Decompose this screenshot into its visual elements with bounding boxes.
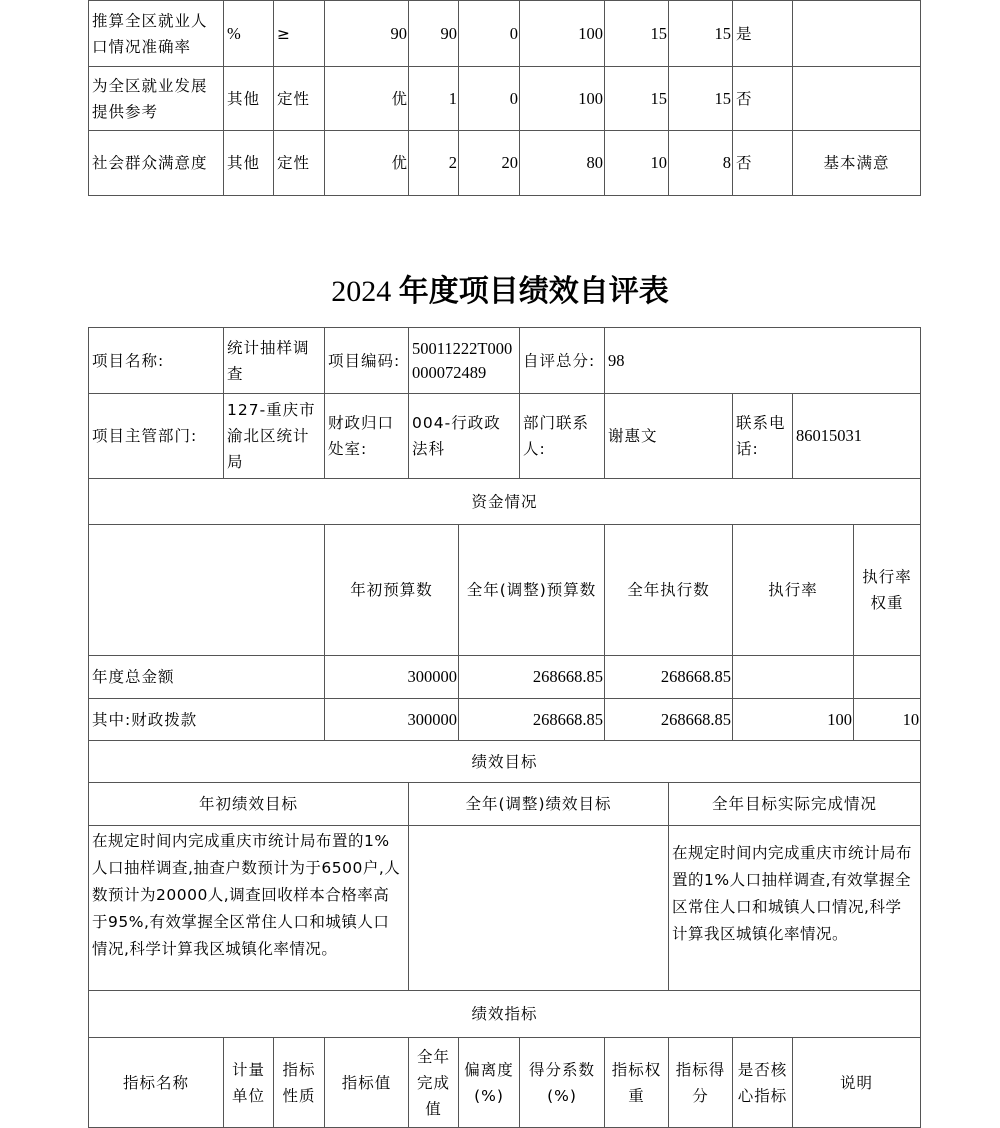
- indicator-header-coefficient: 得分系数(%): [520, 1038, 605, 1128]
- funding-section-title: 资金情况: [89, 479, 921, 525]
- title-text: 年度项目绩效自评表: [391, 275, 669, 308]
- funding-header-weight: 执行率权重: [854, 525, 921, 656]
- indicator-name: 为全区就业发展提供参考: [89, 67, 224, 131]
- indicator-header-note: 说明: [793, 1038, 921, 1128]
- indicator-score: 15: [669, 67, 733, 131]
- goals-header-actual: 全年目标实际完成情况: [669, 783, 921, 826]
- funding-row-label: 年度总金额: [89, 656, 325, 699]
- indicator-nature: 定性: [274, 67, 325, 131]
- funding-initial: 300000: [325, 699, 459, 741]
- goals-content-row: [89, 826, 921, 991]
- indicators-section-title: 绩效指标: [89, 991, 921, 1038]
- goals-actual-text: 在规定时间内完成重庆市统计局布置的1%人口抽样调查,有效掌握全区常住人口和城镇人口情况,科学计算我区城镇化率情况。: [669, 826, 921, 991]
- indicator-core: 否: [733, 131, 793, 196]
- indicator-header-weight: 指标权重: [605, 1038, 669, 1128]
- goals-header-adjusted: 全年(调整)绩效目标: [409, 783, 669, 826]
- indicator-deviation: 0: [459, 67, 520, 131]
- funding-row-fiscal: [89, 699, 921, 741]
- indicator-note: [793, 67, 921, 131]
- indicator-coefficient: 80: [520, 131, 605, 196]
- project-code: 50011222T000000072489: [409, 328, 520, 394]
- funding-adjusted: 268668.85: [459, 656, 605, 699]
- page-title: [0, 266, 1000, 310]
- indicator-target: 优: [325, 67, 409, 131]
- self-evaluation-table: [88, 327, 921, 1128]
- contact-person: 谢惠文: [605, 394, 733, 479]
- indicator-nature: ≥: [274, 1, 325, 67]
- funding-header-row: [89, 525, 921, 656]
- goals-header-row: [89, 783, 921, 826]
- funding-rate: 100: [733, 699, 854, 741]
- funding-header-blank: [89, 525, 325, 656]
- goals-header-initial: 年初绩效目标: [89, 783, 409, 826]
- department: 127-重庆市渝北区统计局: [224, 394, 325, 479]
- indicators-header-row: [89, 1038, 921, 1128]
- total-score: 98: [605, 328, 921, 394]
- info-row-project: [89, 328, 921, 394]
- funding-rate: [733, 656, 854, 699]
- funding-weight: [854, 656, 921, 699]
- indicator-header-name: 指标名称: [89, 1038, 224, 1128]
- indicator-actual: 2: [409, 131, 459, 196]
- indicator-unit: %: [224, 1, 274, 67]
- phone-label: 联系电话:: [733, 394, 793, 479]
- indicator-header-core: 是否核心指标: [733, 1038, 793, 1128]
- indicator-nature: 定性: [274, 131, 325, 196]
- table-row: [89, 1, 921, 67]
- funding-row-label: 其中:财政拨款: [89, 699, 325, 741]
- indicator-actual: 1: [409, 67, 459, 131]
- indicator-header-nature: 指标性质: [274, 1038, 325, 1128]
- goals-section-header: [89, 741, 921, 783]
- info-row-department: [89, 394, 921, 479]
- total-score-label: 自评总分:: [520, 328, 605, 394]
- funding-weight: 10: [854, 699, 921, 741]
- indicator-core: 否: [733, 67, 793, 131]
- table-row: [89, 131, 921, 196]
- indicator-name: 社会群众满意度: [89, 131, 224, 196]
- indicator-header-value: 指标值: [325, 1038, 409, 1128]
- goals-adjusted-text: [409, 826, 669, 991]
- phone-number: 86015031: [793, 394, 921, 479]
- goals-section-title: 绩效目标: [89, 741, 921, 783]
- project-code-label: 项目编码:: [325, 328, 409, 394]
- indicator-unit: 其他: [224, 131, 274, 196]
- prev-indicator-table: [88, 0, 921, 196]
- indicator-note: 基本满意: [793, 131, 921, 196]
- goals-initial-text: 在规定时间内完成重庆市统计局布置的1%人口抽样调查,抽查户数预计为于6500户,人数预计为20000人,调查回收样本合格率高于95%,有效掌握全区常住人口和城镇人口情况,科学计算我区城镇化率情况。: [89, 826, 409, 991]
- contact-label: 部门联系人:: [520, 394, 605, 479]
- indicator-unit: 其他: [224, 67, 274, 131]
- funding-header-rate: 执行率: [733, 525, 854, 656]
- indicator-deviation: 20: [459, 131, 520, 196]
- department-label: 项目主管部门:: [89, 394, 224, 479]
- indicator-header-score: 指标得分: [669, 1038, 733, 1128]
- indicator-weight: 15: [605, 1, 669, 67]
- indicator-weight: 15: [605, 67, 669, 131]
- indicator-header-actual: 全年完成值: [409, 1038, 459, 1128]
- title-year: 2024: [331, 275, 392, 308]
- funding-initial: 300000: [325, 656, 459, 699]
- indicator-score: 15: [669, 1, 733, 67]
- indicator-header-unit: 计量单位: [224, 1038, 274, 1128]
- table-row: [89, 67, 921, 131]
- funding-header-adjusted: 全年(调整)预算数: [459, 525, 605, 656]
- funding-executed: 268668.85: [605, 656, 733, 699]
- project-name-label: 项目名称:: [89, 328, 224, 394]
- indicator-target: 优: [325, 131, 409, 196]
- funding-row-total: [89, 656, 921, 699]
- funding-header-initial: 年初预算数: [325, 525, 459, 656]
- indicator-actual: 90: [409, 1, 459, 67]
- indicator-name: 推算全区就业人口情况准确率: [89, 1, 224, 67]
- project-name: 统计抽样调查: [224, 328, 325, 394]
- indicator-coefficient: 100: [520, 67, 605, 131]
- indicator-note: [793, 1, 921, 67]
- indicator-header-deviation: 偏离度(%): [459, 1038, 520, 1128]
- funding-executed: 268668.85: [605, 699, 733, 741]
- funding-section-header: [89, 479, 921, 525]
- indicator-score: 8: [669, 131, 733, 196]
- finance-office-label: 财政归口处室:: [325, 394, 409, 479]
- indicator-weight: 10: [605, 131, 669, 196]
- indicator-core: 是: [733, 1, 793, 67]
- indicator-deviation: 0: [459, 1, 520, 67]
- funding-adjusted: 268668.85: [459, 699, 605, 741]
- indicator-target: 90: [325, 1, 409, 67]
- funding-header-executed: 全年执行数: [605, 525, 733, 656]
- indicator-coefficient: 100: [520, 1, 605, 67]
- finance-office: 004-行政政法科: [409, 394, 520, 479]
- indicators-section-header: [89, 991, 921, 1038]
